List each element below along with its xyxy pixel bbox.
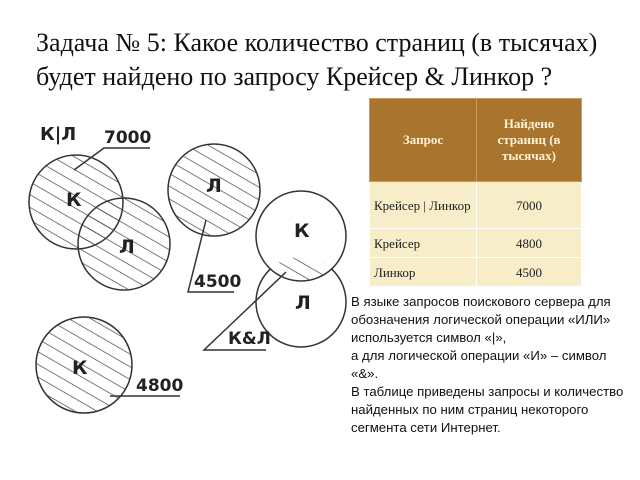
- union-circle-k-label: К: [66, 189, 82, 211]
- task-title: Задача № 5: Какое количество страниц (в тысячах) будет найдено по запросу Крейсер & Линкор ?: [36, 28, 598, 91]
- l-value-label: 4500: [194, 272, 242, 292]
- note-paragraph: В таблице приведены запросы и количество найденных по ним страниц некоторого сегмента сети Интернет.: [351, 384, 624, 435]
- intersection-circle-l-label: Л: [295, 292, 311, 314]
- row-count: 7000: [477, 182, 582, 229]
- row-query: Линкор: [370, 258, 477, 287]
- l-circle-label: Л: [206, 175, 222, 197]
- table-row: [370, 258, 582, 287]
- row-query: Крейсер: [370, 229, 477, 258]
- intersection-value-label: К&Л: [228, 329, 271, 349]
- union-circle-l-label: Л: [119, 236, 135, 258]
- venn-union: [29, 124, 170, 290]
- header-count: Найдено страниц (в тысячах): [477, 99, 582, 182]
- table-row: [370, 182, 582, 229]
- note-paragraph: В языке запросов поискового сервера для обозначения логической операции «ИЛИ» используется символ «|»,: [351, 294, 611, 345]
- header-query: Запрос: [370, 99, 477, 182]
- venn-l: [168, 144, 260, 292]
- union-query-label: К|Л: [40, 124, 77, 145]
- query-table: [369, 98, 582, 287]
- intersection-circle-k-label: К: [294, 220, 310, 242]
- note-paragraph: а для логической операции «И» – символ «&».: [351, 348, 607, 381]
- row-query: Крейсер | Линкор: [370, 182, 477, 229]
- table-header-row: [370, 99, 582, 182]
- row-count: 4500: [477, 258, 582, 287]
- table-row: [370, 229, 582, 258]
- explanation-text: [351, 293, 633, 480]
- venn-k: [36, 317, 183, 413]
- union-value-label: 7000: [104, 128, 152, 148]
- row-count: 4800: [477, 229, 582, 258]
- k-value-label: 4800: [136, 376, 184, 396]
- k-circle-label: К: [72, 357, 88, 379]
